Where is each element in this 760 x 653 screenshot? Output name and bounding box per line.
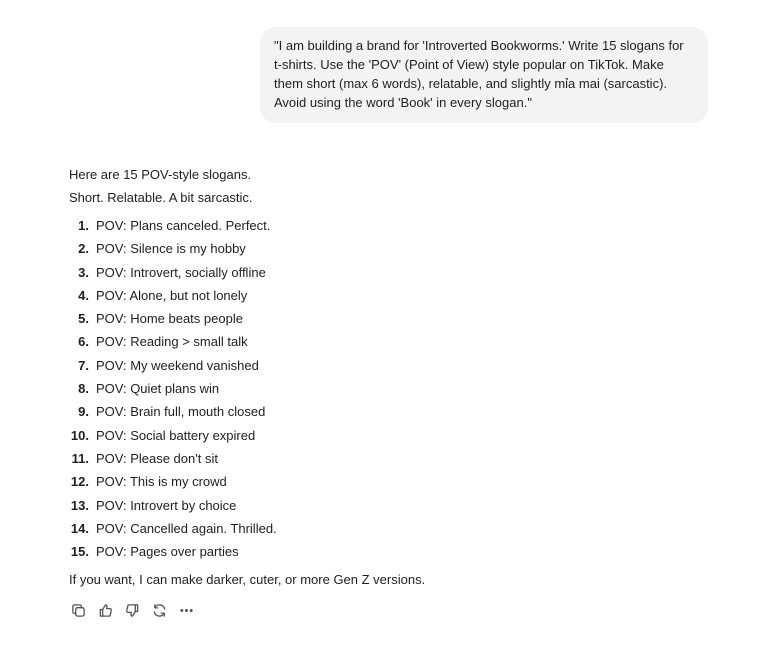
copy-icon	[71, 603, 86, 621]
slogan-text: POV: Plans canceled. Perfect.	[96, 218, 271, 233]
list-item	[69, 237, 709, 260]
slogan-text: POV: Introvert, socially offline	[96, 264, 266, 280]
user-message-text: "I am building a brand for 'Introverted Bookworms.' Write 15 slogans for t-shirts. Use the 'POV' (Point of View) style popular on TikTok. Make them short (max 6 words), relatable, and slightly mỉa mai (sarcastic). Avoid using the word 'Book' in every slogan."	[274, 38, 684, 110]
list-item	[69, 261, 709, 284]
list-number: 3.	[78, 264, 89, 280]
list-number: 11.	[71, 450, 89, 466]
list-item	[69, 284, 709, 307]
list-number: 15.	[70, 544, 89, 560]
slogan-text: POV: Cancelled again. Thrilled.	[96, 520, 277, 536]
assistant-response	[69, 163, 709, 590]
list-number: 9.	[78, 404, 89, 420]
list-number: 5.	[78, 311, 89, 327]
slogan-text: POV: Please don't sit	[96, 450, 218, 466]
more-options-button[interactable]	[177, 603, 195, 621]
list-number: 7.	[78, 357, 89, 373]
list-item	[69, 447, 709, 470]
slogan-text: POV: Home beats people	[96, 311, 243, 327]
regenerate-icon	[152, 603, 167, 621]
thumbs-up-button[interactable]	[96, 603, 114, 621]
thumbs-down-button[interactable]	[123, 603, 141, 621]
response-intro-line-2: Short. Relatable. A bit sarcastic.	[69, 190, 253, 205]
list-number: 8.	[78, 381, 89, 397]
slogan-text: POV: My weekend vanished	[96, 357, 259, 373]
list-item	[69, 214, 709, 237]
slogan-text: POV: Quiet plans win	[96, 381, 220, 397]
slogan-text: POV: Introvert by choice	[96, 497, 237, 513]
slogan-text: POV: This is my crowd	[96, 474, 227, 490]
list-item	[69, 330, 709, 353]
thumbs-up-icon	[98, 603, 113, 621]
regenerate-button[interactable]	[150, 603, 168, 621]
slogan-list	[69, 214, 709, 563]
user-message-bubble	[260, 27, 708, 123]
list-item	[69, 517, 709, 540]
list-number: 2.	[78, 241, 89, 257]
copy-button[interactable]	[69, 603, 87, 621]
list-number: 14.	[70, 520, 89, 536]
list-number: 4.	[78, 287, 89, 303]
list-item	[69, 540, 709, 563]
list-number: 10.	[70, 427, 89, 443]
slogan-text: POV: Alone, but not lonely	[96, 287, 248, 303]
list-item	[69, 424, 709, 447]
slogan-text: POV: Reading > small talk	[96, 334, 248, 350]
list-number: 1.	[78, 218, 89, 233]
slogan-text: POV: Pages over parties	[96, 544, 239, 560]
list-item	[69, 470, 709, 493]
list-number: 12.	[70, 474, 89, 490]
slogan-text: POV: Brain full, mouth closed	[96, 404, 266, 420]
slogan-text: POV: Silence is my hobby	[96, 241, 246, 257]
response-outro: If you want, I can make darker, cuter, or more Gen Z versions.	[69, 572, 426, 588]
list-item	[69, 354, 709, 377]
thumbs-down-icon	[125, 603, 140, 621]
slogan-text: POV: Social battery expired	[96, 427, 256, 443]
list-item	[69, 377, 709, 400]
list-number: 13.	[70, 497, 89, 513]
list-item	[69, 494, 709, 517]
response-intro-line-1: Here are 15 POV-style slogans.	[69, 167, 252, 182]
list-item	[69, 307, 709, 330]
more-icon	[179, 603, 194, 621]
list-number: 6.	[78, 334, 89, 350]
list-item	[69, 400, 709, 423]
response-actions-bar	[69, 603, 195, 621]
